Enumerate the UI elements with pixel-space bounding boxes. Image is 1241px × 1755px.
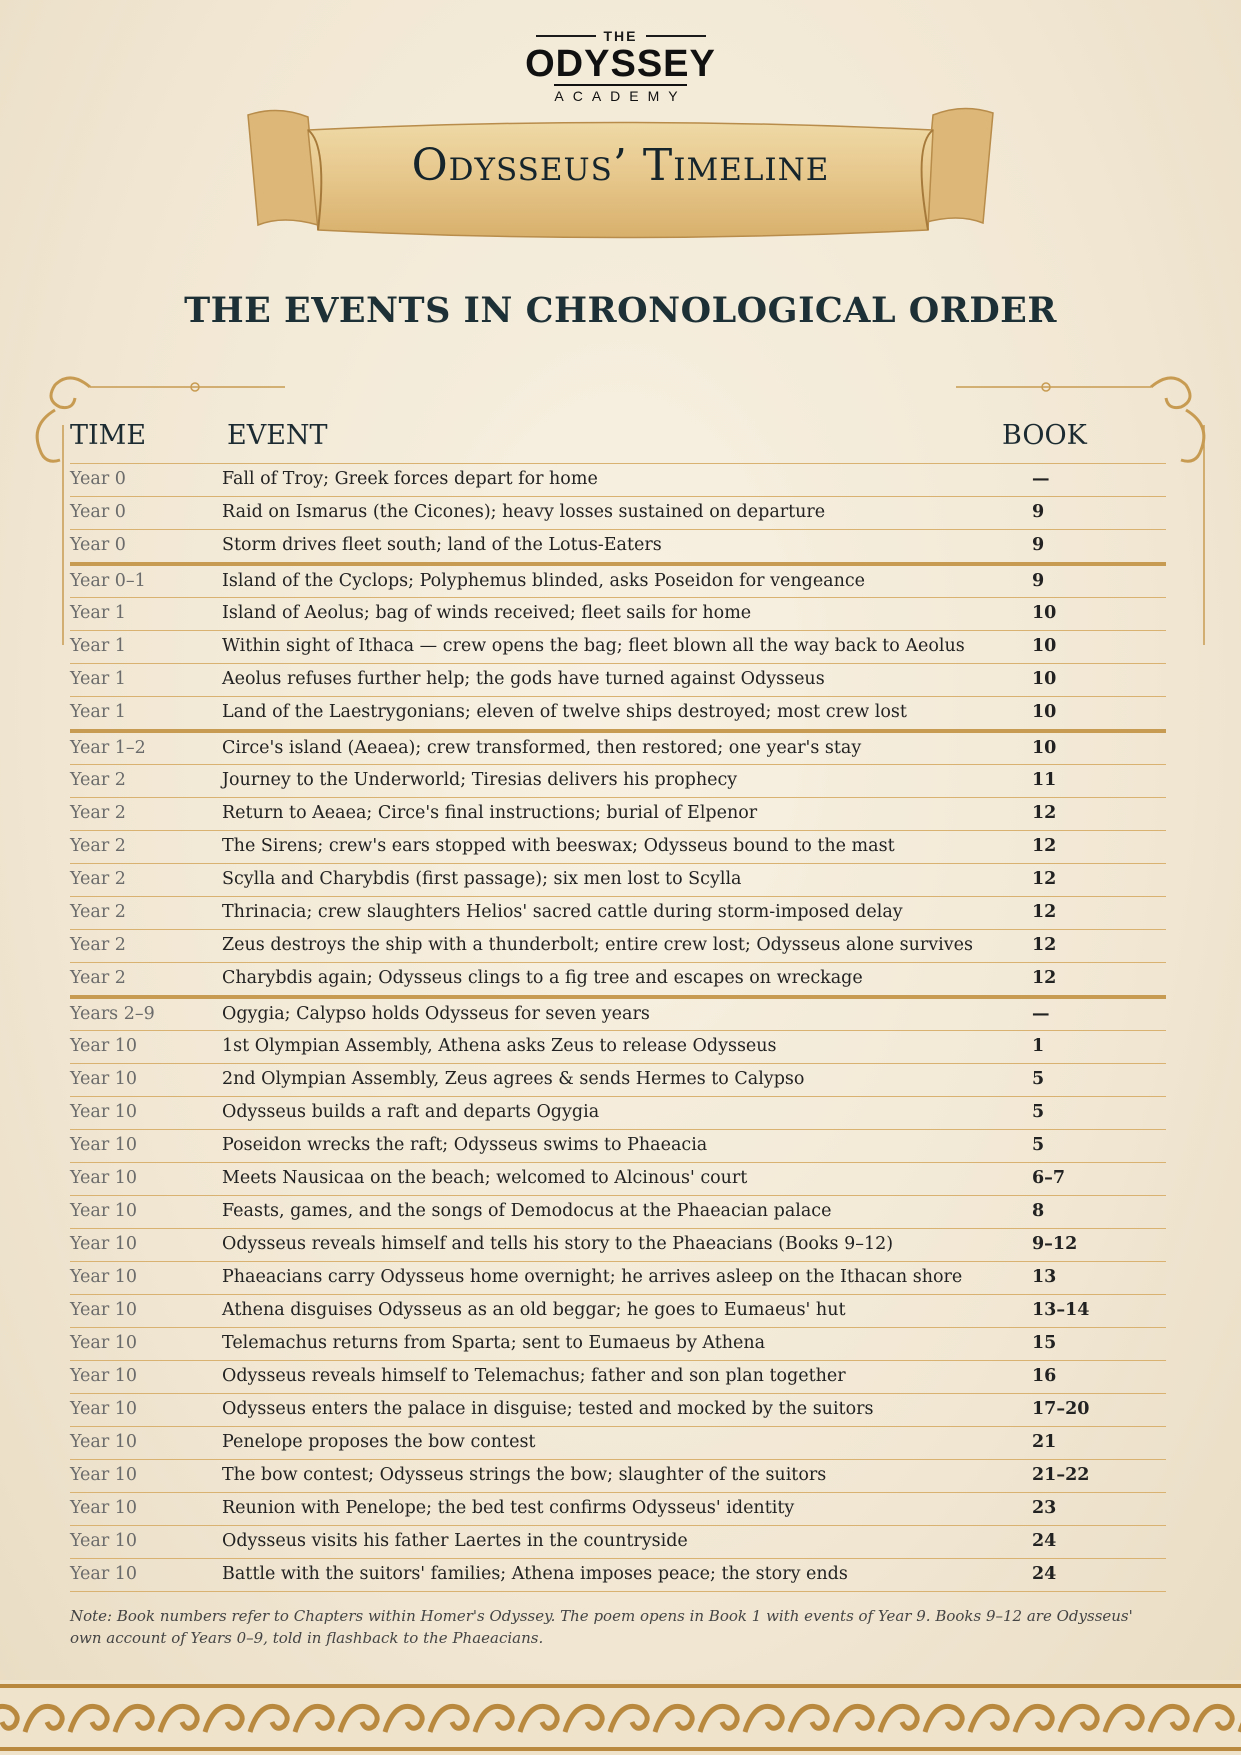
table-row	[70, 630, 1166, 663]
row-book: 10	[1032, 603, 1057, 623]
row-event: Odysseus enters the palace in disguise; tested and mocked by the suitors	[222, 1399, 874, 1419]
row-event: Scylla and Charybdis (first passage); six men lost to Scylla	[222, 869, 742, 889]
logo-main: ODYSSEY	[525, 43, 716, 85]
row-time: Year 1	[70, 636, 126, 656]
row-event: Within sight of Ithaca — crew opens the bag; fleet blown all the way back to Aeolus	[222, 636, 965, 656]
row-book: —	[1032, 469, 1050, 489]
row-time: Year 10	[70, 1267, 138, 1287]
row-time: Year 10	[70, 1498, 138, 1518]
table-row	[70, 1327, 1166, 1360]
row-book: 23	[1032, 1498, 1057, 1518]
row-event: Raid on Ismarus (the Cicones); heavy losses sustained on departure	[222, 502, 826, 522]
row-book: 13	[1032, 1267, 1057, 1287]
row-event: Poseidon wrecks the raft; Odysseus swims to Phaeacia	[222, 1135, 708, 1155]
row-book: 5	[1032, 1102, 1045, 1122]
table-row	[70, 962, 1166, 995]
section-subtitle: THE EVENTS IN CHRONOLOGICAL ORDER	[184, 290, 1057, 331]
row-book: 10	[1032, 702, 1057, 722]
row-book: 16	[1032, 1366, 1057, 1386]
row-time: Year 2	[70, 770, 126, 790]
table-row	[70, 1294, 1166, 1327]
row-book: 11	[1032, 770, 1057, 790]
row-event: Thrinacia; crew slaughters Helios' sacred cattle during storm-imposed delay	[222, 902, 903, 922]
row-time: Year 10	[70, 1531, 138, 1551]
table-row	[70, 1096, 1166, 1129]
table-row	[70, 1162, 1166, 1195]
table-row	[70, 1129, 1166, 1162]
row-book: 13–14	[1032, 1300, 1090, 1320]
row-book: 12	[1032, 836, 1057, 856]
table-row	[70, 1492, 1166, 1525]
row-book: 12	[1032, 803, 1057, 823]
row-event: Island of the Cyclops; Polyphemus blinded, asks Poseidon for vengeance	[222, 571, 866, 591]
row-book: 15	[1032, 1333, 1057, 1353]
table-row	[70, 496, 1166, 529]
row-time: Year 10	[70, 1564, 138, 1584]
row-event: Reunion with Penelope; the bed test confirms Odysseus' identity	[222, 1498, 795, 1518]
row-time: Year 10	[70, 1036, 138, 1056]
table-row	[70, 1063, 1166, 1096]
table-row	[70, 1030, 1166, 1063]
row-book: 6–7	[1032, 1168, 1066, 1188]
table-row	[70, 1393, 1166, 1426]
row-time: Year 0–1	[70, 571, 146, 591]
row-time: Year 2	[70, 869, 126, 889]
table-row	[70, 1558, 1166, 1591]
row-event: 1st Olympian Assembly, Athena asks Zeus to release Odysseus	[222, 1036, 777, 1056]
row-event: Athena disguises Odysseus as an old beggar; he goes to Eumaeus' hut	[222, 1300, 846, 1320]
logo-the: THE	[603, 28, 638, 44]
table-row	[70, 729, 1166, 764]
row-book: 10	[1032, 669, 1057, 689]
row-event: Odysseus builds a raft and departs Ogygia	[222, 1102, 600, 1122]
row-event: Telemachus returns from Sparta; sent to Eumaeus by Athena	[222, 1333, 766, 1353]
row-book: 8	[1032, 1201, 1045, 1221]
row-book: 10	[1032, 636, 1057, 656]
row-book: 12	[1032, 935, 1057, 955]
table-row	[70, 597, 1166, 630]
row-time: Year 2	[70, 836, 126, 856]
row-book: 12	[1032, 902, 1057, 922]
row-time: Year 0	[70, 535, 126, 555]
row-time: Year 1	[70, 669, 126, 689]
row-time: Year 10	[70, 1234, 138, 1254]
row-time: Year 2	[70, 968, 126, 988]
footnote: Note: Book numbers refer to Chapters within Homer's Odyssey. The poem opens in Book 1 with events of Year 9. Books 9–12 are Odysseus' own account of Years 0–9, told in flashback to the Phaeacians.	[70, 1607, 1133, 1647]
row-event: The bow contest; Odysseus strings the bow; slaughter of the suitors	[222, 1465, 827, 1485]
row-book: 24	[1032, 1564, 1057, 1584]
row-time: Year 1–2	[70, 738, 146, 758]
row-event: Odysseus reveals himself to Telemachus; father and son plan together	[222, 1366, 846, 1386]
timeline-rows	[70, 463, 1166, 1592]
row-time: Year 0	[70, 469, 126, 489]
row-event: Fall of Troy; Greek forces depart for home	[222, 469, 598, 489]
table-row	[70, 463, 1166, 496]
header-time: TIME	[70, 420, 147, 451]
row-event: Meets Nausicaa on the beach; welcomed to Alcinous' court	[222, 1168, 748, 1188]
table-row	[70, 529, 1166, 562]
row-event: 2nd Olympian Assembly, Zeus agrees & sends Hermes to Calypso	[222, 1069, 805, 1089]
row-book: 5	[1032, 1069, 1045, 1089]
row-time: Year 2	[70, 803, 126, 823]
row-time: Year 10	[70, 1300, 138, 1320]
row-time: Year 10	[70, 1399, 138, 1419]
row-event: Charybdis again; Odysseus clings to a fig tree and escapes on wreckage	[222, 968, 863, 988]
row-event: Feasts, games, and the songs of Demodocus at the Phaeacian palace	[222, 1201, 832, 1221]
row-book: 9	[1032, 502, 1045, 522]
row-book: 12	[1032, 968, 1057, 988]
row-time: Year 10	[70, 1069, 138, 1089]
odyssey-academy-logo	[0, 28, 1241, 105]
table-row	[70, 995, 1166, 1030]
table-row	[70, 929, 1166, 962]
row-book: 17–20	[1032, 1399, 1090, 1419]
row-time: Years 2–9	[70, 1004, 155, 1024]
row-event: Circe's island (Aeaea); crew transformed, then restored; one year's stay	[222, 738, 862, 758]
table-row	[70, 764, 1166, 797]
header-book: BOOK	[1002, 420, 1087, 451]
row-event: The Sirens; crew's ears stopped with beeswax; Odysseus bound to the mast	[222, 836, 895, 856]
row-time: Year 10	[70, 1168, 138, 1188]
table-row	[70, 1261, 1166, 1294]
row-event: Land of the Laestrygonians; eleven of twelve ships destroyed; most crew lost	[222, 702, 907, 722]
table-row	[70, 797, 1166, 830]
row-book: 21	[1032, 1432, 1057, 1452]
table-row	[70, 1459, 1166, 1492]
table-row	[70, 1360, 1166, 1393]
row-event: Zeus destroys the ship with a thunderbolt; entire crew lost; Odysseus alone survives	[222, 935, 973, 955]
row-time: Year 10	[70, 1201, 138, 1221]
row-book: 21–22	[1032, 1465, 1090, 1485]
table-row	[70, 663, 1166, 696]
row-time: Year 10	[70, 1135, 138, 1155]
row-event: Phaeacians carry Odysseus home overnight; he arrives asleep on the Ithacan shore	[222, 1267, 963, 1287]
row-time: Year 10	[70, 1333, 138, 1353]
row-event: Aeolus refuses further help; the gods have turned against Odysseus	[222, 669, 825, 689]
row-time: Year 10	[70, 1102, 138, 1122]
row-event: Ogygia; Calypso holds Odysseus for seven years	[222, 1004, 650, 1024]
table-row	[70, 1525, 1166, 1558]
row-book: 9	[1032, 571, 1045, 591]
row-book: 9	[1032, 535, 1045, 555]
logo-sub: ACADEMY	[554, 84, 686, 104]
row-book: 10	[1032, 738, 1057, 758]
table-row	[70, 1228, 1166, 1261]
page-title: Odysseus’ Timeline	[411, 140, 830, 191]
header-event: EVENT	[227, 420, 328, 451]
table-row	[70, 1195, 1166, 1228]
row-time: Year 10	[70, 1366, 138, 1386]
row-event: Battle with the suitors' families; Athena imposes peace; the story ends	[222, 1564, 848, 1584]
row-book: —	[1032, 1004, 1050, 1024]
row-event: Odysseus reveals himself and tells his story to the Phaeacians (Books 9–12)	[222, 1234, 894, 1254]
row-time: Year 0	[70, 502, 126, 522]
row-event: Penelope proposes the bow contest	[222, 1432, 536, 1452]
table-row	[70, 896, 1166, 929]
table-row	[70, 1426, 1166, 1459]
table-row	[70, 863, 1166, 896]
table-row	[70, 696, 1166, 729]
row-time: Year 10	[70, 1465, 138, 1485]
greek-wave-border	[0, 1680, 1241, 1755]
row-time: Year 10	[70, 1432, 138, 1452]
row-time: Year 2	[70, 935, 126, 955]
row-event: Island of Aeolus; bag of winds received; fleet sails for home	[222, 603, 752, 623]
row-time: Year 1	[70, 603, 126, 623]
table-row	[70, 562, 1166, 597]
row-book: 1	[1032, 1036, 1045, 1056]
row-book: 5	[1032, 1135, 1045, 1155]
row-event: Storm drives fleet south; land of the Lotus-Eaters	[222, 535, 662, 555]
row-time: Year 1	[70, 702, 126, 722]
row-book: 9–12	[1032, 1234, 1078, 1254]
table-row	[70, 830, 1166, 863]
table-bottom-rule	[70, 1591, 1166, 1592]
row-event: Odysseus visits his father Laertes in the countryside	[222, 1531, 688, 1551]
row-time: Year 2	[70, 902, 126, 922]
row-book: 24	[1032, 1531, 1057, 1551]
row-event: Journey to the Underworld; Tiresias delivers his prophecy	[222, 770, 738, 790]
row-event: Return to Aeaea; Circe's final instructions; burial of Elpenor	[222, 803, 758, 823]
row-book: 12	[1032, 869, 1057, 889]
